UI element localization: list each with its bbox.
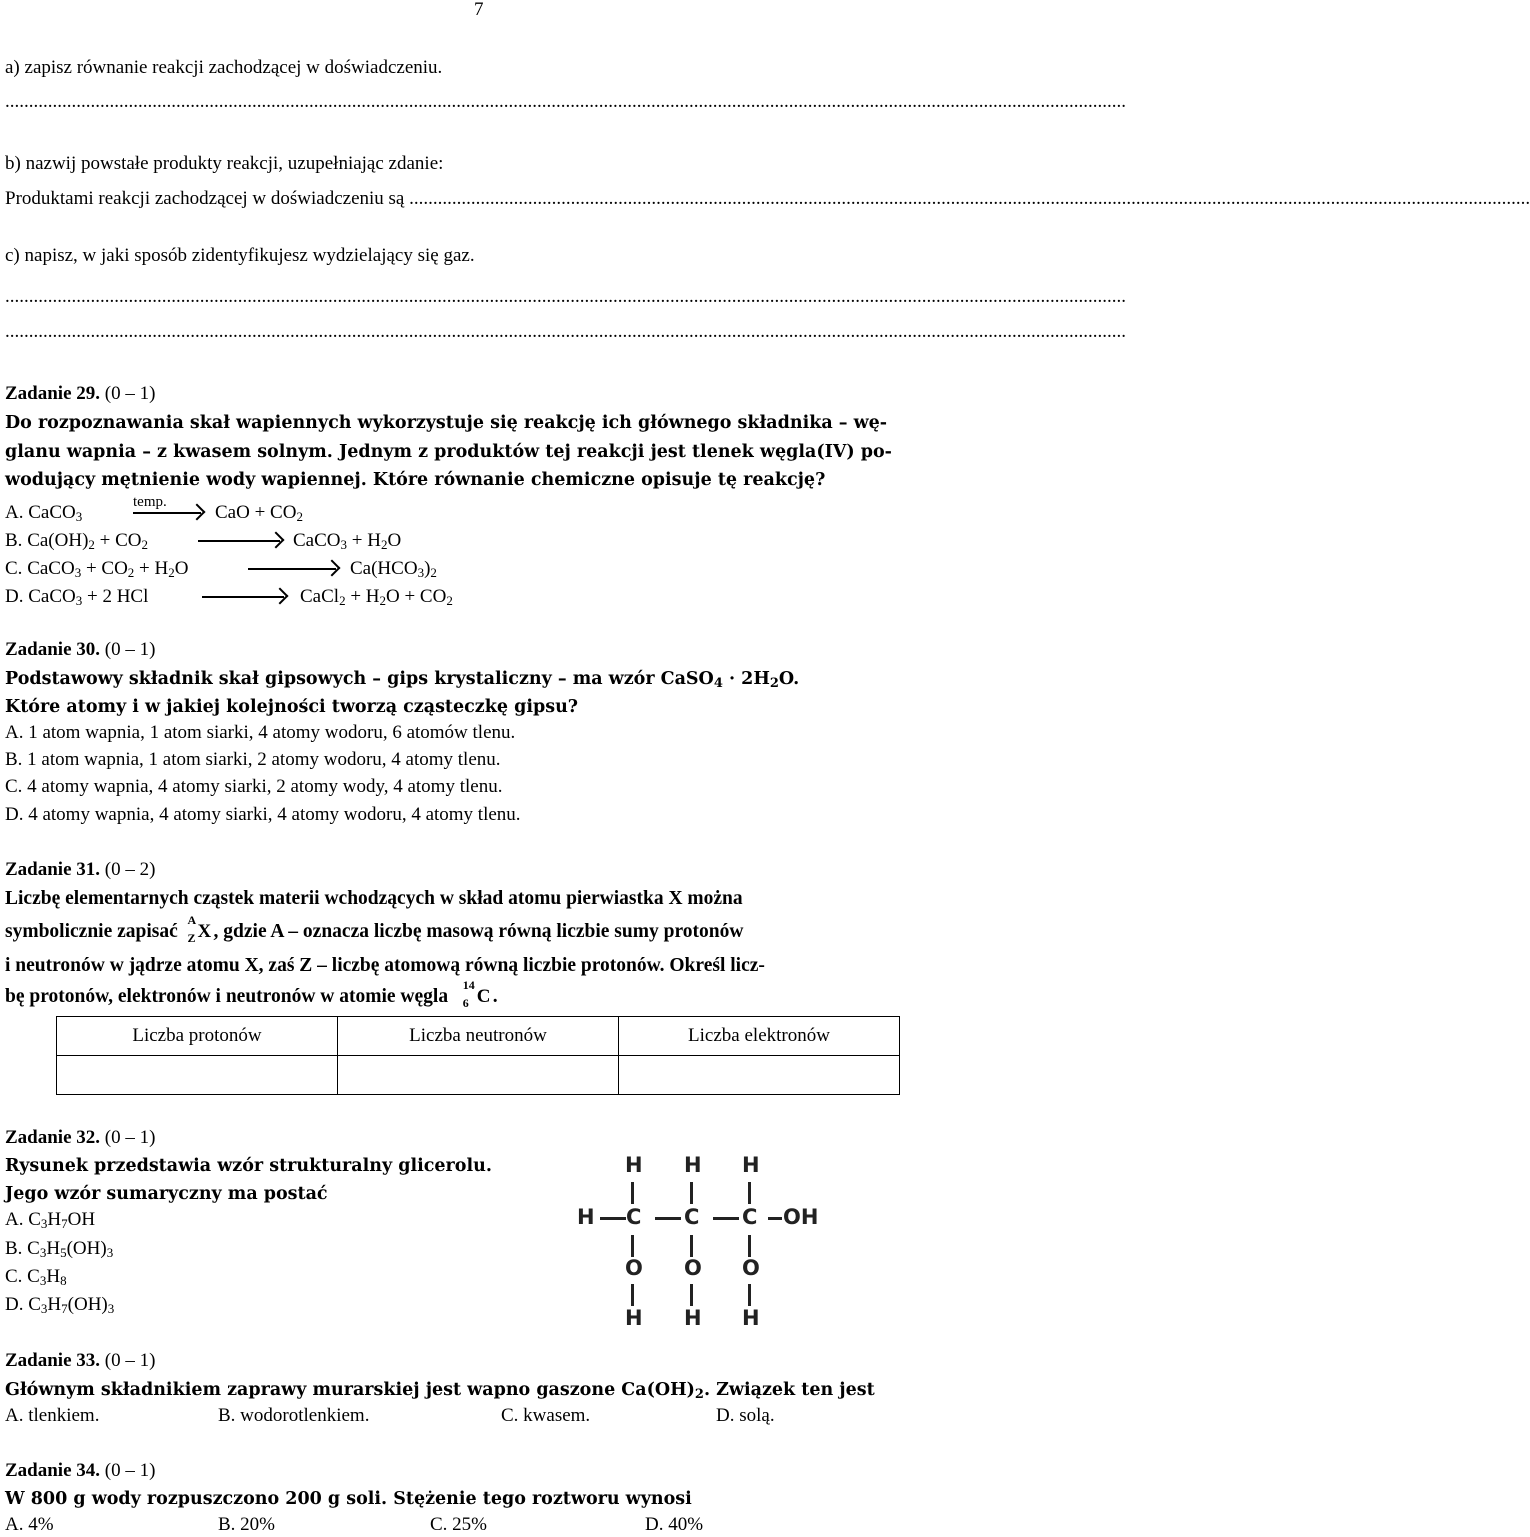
atom-c: C [626,1205,642,1229]
text-span: bę protonów, elektronów i neutronów w atomie węgla [5,986,449,1007]
bond [655,1217,681,1220]
q28-part-b: b) nazwij powstałe produkty reakcji, uzupełniając zdanie: [5,153,444,174]
answer-table [56,1016,900,1095]
atom-h: H [625,1306,643,1330]
formula-text: + 2 HCl [82,586,149,607]
answer-line: ............................................................................................................................................................................................................................................ [5,321,1126,342]
formula-text: O [387,530,402,551]
formula-text: + H [134,558,169,579]
formula-text: Ca(OH) [27,530,89,551]
bond [713,1217,739,1220]
atom-h: H [625,1153,643,1177]
q34-option-b: B. 20% [218,1514,275,1535]
q31-text-line-2 [5,913,744,945]
option-letter: D. [5,586,24,607]
task-number: Zadanie 29. [5,383,101,404]
formula-text: C. C [5,1266,40,1287]
task-score: (0 – 1) [104,1460,156,1481]
subscript: 2 [141,537,148,552]
q30-option-a: A. 1 atom wapnia, 1 atom siarki, 4 atomy wodoru, 6 atomów tlenu. [5,722,516,743]
q32-text-line-1: Rysunek przedstawia wzór strukturalny glicerolu. [5,1156,492,1176]
text-span: . Związek ten jest [703,1380,875,1400]
bond [690,1284,693,1306]
q34-text: W 800 g wody rozpuszczono 200 g soli. Stężenie tego roztworu wynosi [5,1489,692,1509]
task-number: Zadanie 30. [5,639,101,660]
q30-text-line-1 [5,667,799,691]
atomic-number: Z [187,931,196,945]
q29-text-line-3: wodujący mętnienie wody wapiennej. Które równanie chemiczne opisuje tę reakcję? [5,470,826,490]
text-span: · 2H [722,669,770,689]
bond [631,1235,634,1257]
atom-c: C [684,1205,700,1229]
atom-h: H [684,1306,702,1330]
formula-text: H [46,1266,61,1287]
answer-line: ............................................................................................................................................................................................................................................ [5,286,1126,307]
subscript: 2 [694,1387,704,1402]
answer-line: ............................................................................................................................................................................................................................................ [409,188,1530,209]
q29-option-c-left [5,557,188,581]
q29-option-b-right [293,529,401,553]
formula-text: OH [67,1209,96,1230]
q32-option-a [5,1208,95,1232]
subscript: 8 [60,1273,67,1288]
q33-option-b: B. wodorotlenkiem. [218,1405,370,1426]
subscript: 2 [380,537,388,552]
bond [631,1284,634,1306]
text-span: symbolicznie zapisać [5,921,178,942]
q34-title [5,1459,155,1483]
bond [690,1235,693,1257]
q29-option-d-left [5,585,148,609]
bond [768,1217,782,1220]
reaction-arrow [248,568,336,570]
subscript: 2 [430,565,437,580]
atom-h: H [684,1153,702,1177]
formula-text: CaCl [300,586,340,607]
answer-cell-electrons[interactable] [619,1056,900,1095]
reaction-arrow [202,596,284,598]
reaction-arrow [133,512,201,514]
subscript: 3 [75,593,83,608]
atom-o: O [742,1256,760,1280]
q30-text-line-2: Które atomy i w jakiej kolejności tworzą cząsteczkę gipsu? [5,697,579,717]
formula-text: B. C [5,1238,40,1259]
subscript: 3 [75,509,83,524]
formula-text: O + CO [386,586,447,607]
task-score: (0 – 1) [104,1127,156,1148]
option-letter: A. [5,502,24,523]
subscript: 5 [60,1245,67,1260]
atom-h: H [577,1205,595,1229]
q30-option-d: D. 4 atomy wapnia, 4 atomy siarki, 4 atomy wodoru, 4 atomy tlenu. [5,804,521,825]
bond [690,1182,693,1204]
task-score: (0 – 1) [104,1350,156,1371]
subscript: 7 [61,1216,68,1231]
answer-cell-protons[interactable] [57,1056,338,1095]
q32-text-line-2: Jego wzór sumaryczny ma postać [5,1184,328,1204]
formula-text: CaCO [27,558,75,579]
text-span: , gdzie A – oznacza liczbę masową równą liczbie sumy protonów [213,921,744,942]
header-neutrons: Liczba neutronów [338,1017,619,1056]
subscript: 3 [74,565,82,580]
task-number: Zadanie 31. [5,859,101,880]
arrow-label-temp: temp. [133,494,167,510]
formula-text: H [47,1209,62,1230]
subscript: 4 [713,676,723,691]
table-answer-row [57,1056,900,1095]
task-score: (0 – 1) [104,383,156,404]
task-score: (0 – 1) [104,639,156,660]
subscript: 2 [296,509,303,524]
formula-text: (OH) [67,1294,108,1315]
q31-text-line-3: i neutronów w jądrze atomu X, zaś Z – liczbę atomową równą liczbie protonów. Określ licz- [5,955,765,976]
formula-text: H [47,1294,62,1315]
formula-text: D. C [5,1294,41,1315]
option-letter: C. [5,558,23,579]
q33-option-a: A. tlenkiem. [5,1405,100,1426]
subscript: 3 [107,1301,115,1316]
q32-title [5,1126,155,1150]
formula-text: + CO [94,530,142,551]
mass-number: A [187,913,197,927]
q34-option-d: D. 40% [645,1514,704,1535]
q30-option-b: B. 1 atom wapnia, 1 atom siarki, 2 atomy wodoru, 4 atomy tlenu. [5,749,501,770]
formula-text: H [46,1238,61,1259]
answer-line: ............................................................................................................................................................................................................................................ [5,91,1126,112]
formula-text: O [174,558,189,579]
q29-option-b-left [5,529,148,553]
subscript: 3 [40,1301,48,1316]
formula-text: A. C [5,1209,41,1230]
text-span: Podstawowy składnik skał gipsowych – gips krystaliczny – ma wzór CaSO [5,669,714,689]
q29-option-a-right [215,501,303,525]
q29-text-line-1: Do rozpoznawania skał wapiennych wykorzystuje się reakcję ich głównego składnika – wę- [5,413,888,433]
q34-option-c: C. 25% [430,1514,487,1535]
subscript: 3 [39,1273,47,1288]
subscript: 2 [88,537,95,552]
text-span: Głównym składnikiem zaprawy murarskiej jest wapno gaszone Ca(OH) [5,1380,695,1400]
q28-part-c: c) napisz, w jaki sposób zidentyfikujesz wydzielający się gaz. [5,245,475,266]
answer-cell-neutrons[interactable] [338,1056,619,1095]
reaction-arrow [198,540,280,542]
q32-option-b [5,1237,113,1261]
subscript: 2 [379,593,386,608]
nuclide-notation-x [187,913,214,945]
text-span: . [492,986,498,1007]
q30-title [5,638,155,662]
bond [748,1284,751,1306]
element-symbol: C [476,986,491,1007]
subscript: 7 [61,1301,68,1316]
bond [600,1217,626,1220]
bond [631,1182,634,1204]
header-electrons: Liczba elektronów [619,1017,900,1056]
table-header-row [57,1017,900,1056]
q33-title [5,1349,155,1373]
formula-text: ) [424,558,431,579]
page-number: 7 [474,0,484,20]
sentence-text: Produktami reakcji zachodzącej w doświadczeniu są [5,188,405,209]
text-span: O. [778,669,800,689]
q31-text-line-1: Liczbę elementarnych cząstek materii wchodzących w skład atomu pierwiastka X można [5,888,743,909]
q28-part-b-sentence [5,187,1530,211]
q29-option-d-right [300,585,453,609]
q33-option-d: D. solą. [716,1405,775,1426]
q32-option-d [5,1293,114,1317]
task-number: Zadanie 34. [5,1460,101,1481]
q33-option-c: C. kwasem. [501,1405,591,1426]
formula-text: CaCO [28,586,76,607]
subscript: 3 [106,1245,114,1260]
subscript: 2 [127,565,135,580]
atom-c: C [742,1205,758,1229]
bond [748,1182,751,1204]
subscript: 3 [40,1216,48,1231]
q28-part-a: a) zapisz równanie reakcji zachodzącej w doświadczeniu. [5,57,443,78]
q33-text [5,1378,875,1402]
atom-o: O [625,1256,643,1280]
formula-text: + H [347,530,381,551]
subscript: 3 [340,537,347,552]
subscript: 3 [39,1245,47,1260]
q32-option-c [5,1265,67,1289]
atomic-number: 6 [462,996,469,1010]
atom-o: O [684,1256,702,1280]
task-number: Zadanie 33. [5,1350,101,1371]
q34-option-a: A. 4% [5,1514,54,1535]
formula-text: + CO [81,558,128,579]
atom-oh: OH [783,1205,819,1229]
task-score: (0 – 2) [104,859,156,880]
formula-text: + H [345,586,380,607]
q31-title [5,858,155,882]
subscript: 2 [339,593,346,608]
option-letter: B. [5,530,23,551]
formula-text: (OH) [66,1238,107,1259]
element-symbol: X [197,921,212,942]
nuclide-notation-carbon [462,978,493,1010]
atom-h: H [742,1153,760,1177]
bond [748,1235,751,1257]
task-number: Zadanie 32. [5,1127,101,1148]
formula-text: CaO + CO [215,502,297,523]
q31-text-line-4 [5,978,498,1010]
q29-title [5,382,155,406]
subscript: 2 [769,676,779,691]
subscript: 2 [168,565,175,580]
q29-text-line-2: glanu wapnia – z kwasem solnym. Jednym z produktów tej reakcji jest tlenek węgla(IV) po- [5,442,892,462]
atom-h: H [742,1306,760,1330]
mass-number: 14 [462,978,475,992]
q30-option-c: C. 4 atomy wapnia, 4 atomy siarki, 2 atomy wody, 4 atomy tlenu. [5,776,503,797]
q29-option-c-right [350,557,437,581]
header-protons: Liczba protonów [57,1017,338,1056]
formula-text: CaCO [28,502,76,523]
subscript: 3 [417,565,425,580]
subscript: 2 [446,593,453,608]
formula-text: Ca(HCO [350,558,418,579]
q29-option-a-left [5,501,82,525]
formula-text: CaCO [293,530,341,551]
